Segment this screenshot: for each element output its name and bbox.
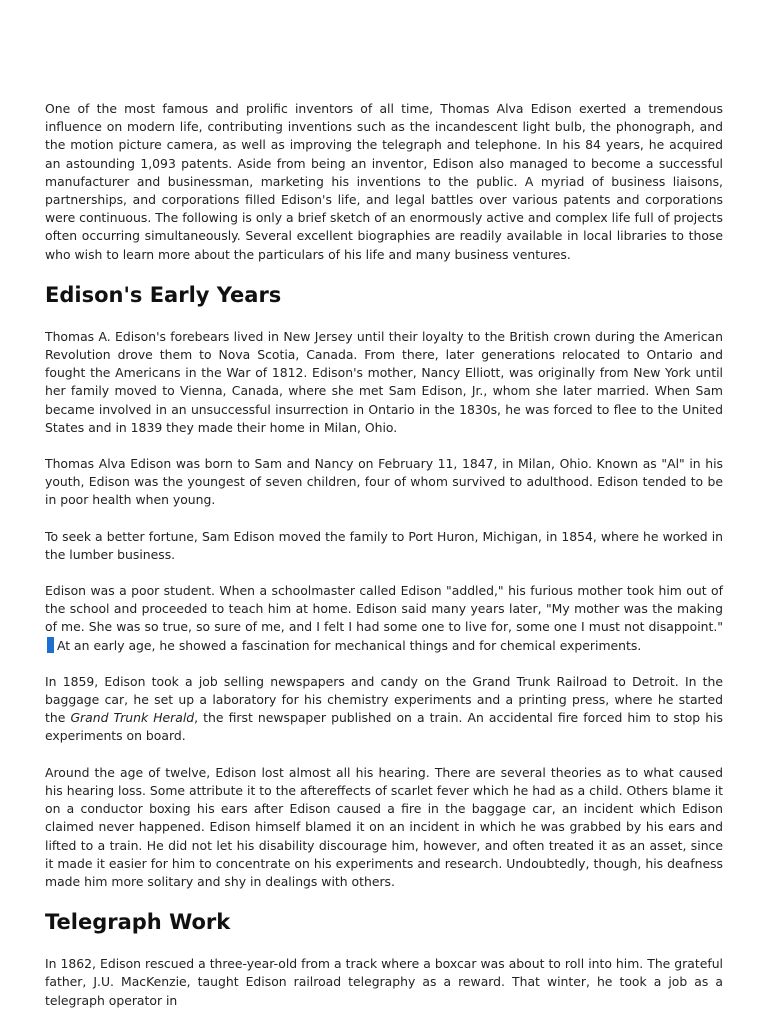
early-years-paragraph-3: To seek a better fortune, Sam Edison moved the family to Port Huron, Michigan, in 1854, where he worked in the lumber business. — [45, 528, 723, 562]
early-years-paragraph-4 — [45, 582, 723, 655]
early-years-paragraph-6: Around the age of twelve, Edison lost almost all his hearing. There are several theories as to what caused his hearing loss. Some attribute it to the aftereffects of scarlet fever which he had as a child. Others blame it on a conductor boxing his ears after Edison caused a fire in the baggage car, an incident which Edison claimed never happened. Edison himself blamed it on an incident in which he was grabbed by his ears and lifted to a train. He did not let his disability discourage him, however, and often treated it as an asset, since it made it easier for him to concentrate on his experiments and research. Undoubtedly, though, his deafness made him more solitary and shy in dealings with others. — [45, 764, 723, 889]
telegraph-paragraph-1: In 1862, Edison rescued a three-year-old from a track where a boxcar was about to roll into him. The grateful father, J.U. MacKenzie, taught Edison railroad telegraphy as a reward. That winter, he took a job as a telegraph operator in — [45, 956, 723, 1008]
paragraph-5-text-a: In 1859, Edison took a job selling newspapers and candy on the Grand Trunk Railroad to Detroit. In the baggage car, he set up a laboratory for his chemistry experiments and a printing press, where he started the — [45, 673, 723, 726]
newspaper-title: Grand Trunk Herald — [70, 710, 195, 726]
paragraph-4-tail-text: At an early age, he showed a fascination for mechanical things and for chemical experiments. — [57, 637, 642, 653]
intro-paragraph: One of the most famous and prolific inventors of all time, Thomas Alva Edison exerted a tremendous influence on modern life, contributing inventions such as the incandescent light bulb, the phonograph, and the motion picture camera, as well as improving the telegraph and telephone. In his 84 years, he acquired an astounding 1,093 patents. Aside from being an inventor, Edison also managed to become a successful manufacturer and businessman, marketing his inventions to the public. A myriad of business liaisons, partnerships, and corporations filled Edison's life, and legal battles over various patents and corporations were continuous. The following is only a brief sketch of an enormously active and complex life full of projects often occurring simultaneously. Several excellent biographies are readily available in local libraries to those who wish to learn more about the particulars of his life and many business ventures. — [45, 101, 723, 262]
text-cursor-marker — [47, 637, 54, 653]
section-heading-telegraph-work: Telegraph Work — [45, 910, 231, 935]
section-heading-early-years: Edison's Early Years — [45, 282, 282, 307]
early-years-paragraph-5 — [45, 673, 723, 746]
early-years-paragraph-1: Thomas A. Edison's forebears lived in New Jersey until their loyalty to the British crown during the American Revolution drove them to Nova Scotia, Canada. From there, later generations relocated to Ontario and fought the Americans in the War of 1812. Edison's mother, Nancy Elliott, was originally from New York until her family moved to Vienna, Canada, where she met Sam Edison, Jr., whom she later married. When Sam became involved in an unsuccessful insurrection in Ontario in the 1830s, he was forced to flee to the United States and in 1839 they made their home in Milan, Ohio. — [45, 328, 723, 435]
paragraph-5-text-b: , the first newspaper published on a train. An accidental fire forced him to stop his experiments on board. — [45, 710, 723, 744]
early-years-paragraph-2: Thomas Alva Edison was born to Sam and Nancy on February 11, 1847, in Milan, Ohio. Known as "Al" in his youth, Edison was the youngest of seven children, four of whom survived to adulthood. Edison tended to be in poor health when young. — [45, 456, 723, 508]
paragraph-4-quote-text: Edison was a poor student. When a schoolmaster called Edison "addled," his furious mother took him out of the school and proceeded to teach him at home. Edison said many years later, "My mother was the making of me. She was so true, so sure of me, and I felt I had some one to live for, some one I must not disappoint." — [45, 583, 723, 635]
document-page — [45, 100, 723, 1028]
